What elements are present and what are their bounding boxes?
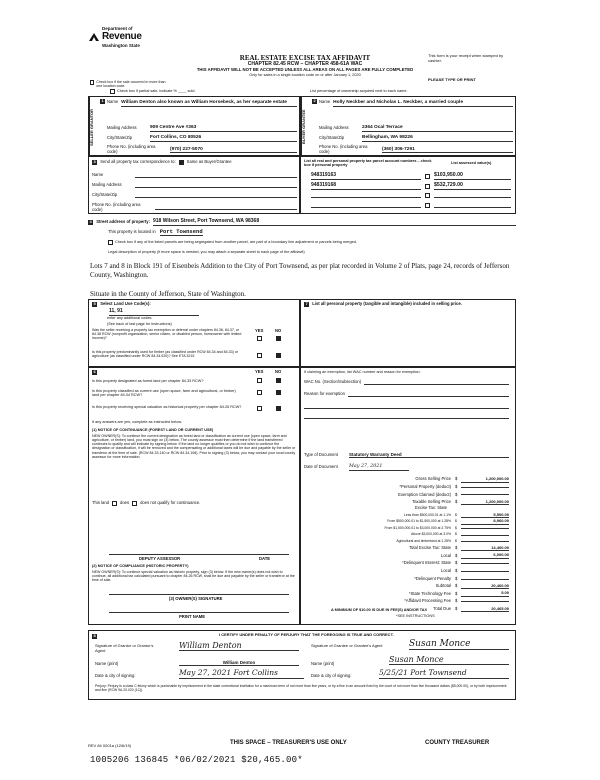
tax-row [304, 476, 509, 484]
grantor-signature[interactable]: William Denton [179, 641, 299, 651]
section-7 [300, 299, 516, 367]
seller-side-label: SELLER GRANTOR [89, 97, 98, 157]
any-yes-note: If any answers are yes, complete as instructed below. [92, 420, 182, 424]
reason-line-3[interactable] [304, 418, 509, 419]
section-6 [88, 367, 300, 625]
tax-row-label: Subtotal [435, 583, 451, 589]
s3-name-label: Name [92, 172, 104, 178]
parcel-personal-checkbox[interactable] [425, 193, 430, 198]
print-name-line[interactable] [109, 612, 289, 613]
s3-name-field[interactable] [135, 173, 297, 178]
does-qualify-checkbox[interactable] [112, 501, 117, 506]
form-chapter: CHAPTER 82.45 RCW – CHAPTER 458-61A WAC [247, 61, 363, 68]
partial-sale-checkbox[interactable] [110, 89, 115, 94]
tax-row-label: *Delinquent Interest: State [402, 560, 451, 566]
seller-name-label: Name [107, 99, 119, 104]
parcel-value[interactable]: $532,729.00 [434, 183, 511, 190]
tax-row [304, 491, 509, 499]
multi-location-label: Check box if the sale occurred in more than one location code. [96, 80, 166, 89]
tax-row-label: Local [440, 552, 451, 558]
s3-addr-label: Mailing Address [92, 182, 122, 188]
dollar-sign: $ [455, 512, 457, 517]
seller-phone-label: Phone No. (including area code) [107, 144, 156, 154]
s3-phone-label: Phone No. (including area code) [92, 202, 141, 212]
tax-row-value[interactable]: 5,500.00 [461, 513, 509, 519]
see-back-note: (See back of last page for instructions) [107, 322, 172, 326]
tax-row-value[interactable]: 14,460.00 [461, 546, 509, 552]
parcel-personal-checkbox[interactable] [425, 184, 430, 189]
dollar-sign: $ [455, 499, 458, 505]
parcels-header: List all real and personal property tax parcel account numbers – check box if personal property [304, 159, 432, 168]
segregated-checkbox[interactable] [108, 240, 113, 245]
no-header: NO [275, 328, 282, 333]
wac-field[interactable] [364, 380, 509, 385]
multi-location-checkbox[interactable] [90, 80, 94, 85]
q5-2: Is this property predominantly used for timber (as classified under RCW 84.34 and 84.33) or agriculture (as classified under RCW 84.34.020)? See ETA 3215 [92, 350, 239, 359]
logo-state: Washington State [102, 42, 140, 48]
tax-row-value[interactable]: 1,200,000.00 [461, 477, 509, 483]
q6-1: Is this property designated as forest land per chapter 84.33 RCW? [92, 379, 204, 383]
dollar-sign: $ [455, 532, 457, 537]
reason-field[interactable] [348, 392, 509, 397]
seller-address-label: Mailing Address [107, 124, 137, 130]
owner-signature-line[interactable] [109, 594, 289, 595]
logo-revenue: Revenue [102, 31, 142, 43]
tax-row-label: Agricultural and timberland at 1.28% [396, 538, 451, 543]
section-3 [88, 156, 300, 214]
buyer-section [300, 96, 516, 156]
dollar-sign: $ [455, 552, 458, 558]
doc-date-label: Date of Document [304, 463, 338, 469]
tax-row [304, 575, 509, 583]
section-5-num: 5 [93, 301, 96, 307]
additional-codes-label: enter any additional codes: [107, 316, 153, 320]
parcel-personal-checkbox[interactable] [425, 174, 430, 179]
form-title: REAL ESTATE EXCISE TAX AFFIDAVIT [239, 54, 371, 62]
yes-header: YES [255, 328, 264, 333]
section-4-num: 4 [89, 219, 92, 225]
assessed-header: List assessed value(s) [451, 161, 492, 165]
dollar-sign: $ [455, 575, 458, 581]
land-use-code[interactable]: 11, 91 [109, 309, 199, 316]
buyer-address-label: Mailing Address [319, 124, 349, 130]
section-3-num: 3 [93, 159, 96, 165]
section-3-label: Send all property tax correspondence to: [100, 159, 176, 165]
tax-row-value[interactable] [461, 487, 509, 488]
q6-3-no-checkbox[interactable] [276, 406, 281, 411]
s3-city-label: City/State/Zip [92, 192, 118, 198]
dollar-sign: $ [455, 583, 458, 589]
tax-row [304, 560, 509, 568]
tax-row [304, 499, 509, 507]
buyer-name[interactable]: Holly Neckber and Nicholas L. Neckber, a married couple [333, 100, 513, 107]
located-label: This property is located in [108, 229, 156, 235]
s3-addr-field[interactable] [135, 183, 297, 188]
grantor-date-city[interactable]: May 27, 2021 Fort Collins [179, 669, 304, 679]
dollar-sign: $ [455, 598, 458, 604]
q5-2-no-checkbox[interactable] [276, 353, 281, 358]
q6-3-yes-checkbox[interactable] [257, 406, 262, 411]
tax-row-value[interactable] [461, 571, 509, 572]
print-name-label: PRINT NAME [179, 614, 206, 619]
buyer-address[interactable]: 2364 Ocal Terrace [362, 125, 513, 132]
dollar-sign: $ [455, 519, 457, 524]
dollar-sign: $ [455, 491, 458, 497]
dollar-sign: $ [455, 476, 458, 482]
continuance-title: (1) NOTICE OF CONTINUANCE (FOREST LAND OR CURRENT USE) [92, 428, 214, 432]
street-address[interactable]: 918 Wilson Street, Port Townsend, WA 98368 [153, 219, 516, 226]
buyer-name-label: Name [319, 99, 331, 104]
form-sub: Only for sales in a single location code on or after January 1, 2020 [249, 72, 361, 77]
tax-row [304, 552, 509, 560]
seller-address[interactable]: 909 Centre Ave #363 [150, 125, 297, 132]
q6-1-yes-checkbox[interactable] [257, 378, 262, 383]
grantor-name-label: Name (print) [95, 661, 119, 666]
s3-city-field[interactable] [135, 193, 297, 198]
no-header: NO [275, 369, 282, 374]
tax-row-value[interactable] [461, 601, 509, 602]
tax-row-value[interactable]: 20,465.00 [461, 607, 509, 613]
exemption-claim: If claiming an exemption, list WAC number and reason for exemption: [304, 370, 421, 374]
tax-row-label: Total Due [433, 606, 451, 611]
list-pct-note: List percentage of ownership acquired next to each name. [310, 89, 408, 93]
tax-row-label: Total Excise Tax: State [408, 545, 451, 551]
legal-situate[interactable]: Situate in the County of Jefferson, State of Washington. [90, 290, 246, 298]
seller-section [88, 96, 300, 156]
perjury-note: Perjury: Perjury is a class C felony which is punishable by imprisonment in the state correctional institution for a maximum term of not more than five years, or by a fine in an amount fixed by the court of not more than five thousand dollars ($5,000.00), or by both imprisonment and fine (RCW 9A.20.020 (1C)). [95, 684, 507, 692]
parcel-number[interactable] [311, 193, 421, 198]
tax-section [300, 367, 516, 625]
does-label: does [120, 500, 130, 506]
treasurer-space: THIS SPACE – TREASURER'S USE ONLY [230, 740, 347, 746]
tax-row [304, 484, 509, 492]
same-as-buyer-label: Same as Buyer/Grantee [186, 159, 232, 165]
personal-property-label: List all personal property (tangible and intangible) included in selling price. [312, 301, 462, 306]
buyer-city[interactable]: Bellingham, WA 98226 [362, 135, 513, 142]
deputy-date-label: DATE [259, 556, 271, 561]
type-print-note: PLEASE TYPE OR PRINT [428, 77, 476, 82]
owner-signature-label: (3) OWNER(S) SIGNATURE [169, 596, 223, 601]
parcels-section [300, 156, 516, 214]
street-label: Street address of property: [96, 218, 150, 224]
buyer-city-label: City/State/Zip [319, 134, 345, 140]
parcel-number[interactable] [311, 203, 421, 208]
tax-row-value[interactable] [461, 541, 509, 542]
revenue-logo [88, 26, 150, 52]
parcel-value[interactable] [434, 203, 511, 208]
q6-2: Is this property classified as current use (open space, farm and agricultural, or timber) land per chapter 84.34 RCW? [92, 389, 236, 398]
tax-row-value[interactable]: 20,460.00 [461, 584, 509, 590]
located-value[interactable]: Port Townsend [159, 228, 203, 235]
doc-type-value[interactable]: Statutory Warranty Deed [349, 452, 509, 458]
parcel-value[interactable] [434, 193, 511, 198]
reason-label: Reason for exemption [304, 391, 345, 397]
grantor-name[interactable]: William Denton [179, 660, 299, 666]
seller-city-label: City/State/Zip [107, 134, 133, 140]
tax-row-label: *Delinquent Penalty [414, 575, 451, 581]
tax-row-value[interactable]: 8,960.00 [461, 519, 509, 525]
tax-row-value[interactable]: 1,200,000.00 [461, 500, 509, 506]
rev-number: REV 84 0001a (12/6/19) [88, 743, 132, 748]
tax-row-value[interactable] [461, 579, 509, 580]
excise-state-heading: Excise Tax: State [414, 505, 447, 511]
tax-rows [304, 476, 509, 613]
q6-2-yes-checkbox[interactable] [257, 390, 262, 395]
tax-row-value[interactable] [461, 563, 509, 564]
q6-1-no-checkbox[interactable] [276, 378, 281, 383]
grantee-date-label: Date & city of signing: [311, 673, 352, 678]
logo-dept: Department of [102, 26, 133, 31]
tax-row-label: Above $3,000,000 at 3.0% [411, 532, 451, 537]
tax-row [304, 545, 509, 553]
dollar-sign: $ [455, 606, 458, 611]
buyer-phone[interactable]: (360) 306-7291 [382, 147, 513, 154]
tax-row-label: *Personal Property (deduct) [399, 483, 451, 489]
yes-header: YES [255, 369, 264, 374]
buyer-num: 2 [313, 98, 316, 103]
deputy-signature-line[interactable] [109, 554, 289, 555]
grantor-sig-label: Signature of Grantor or Grantor's Agent [95, 643, 154, 653]
q6-3: Is this property receiving special valuation as historical property per chapter 84.26 RCW? [92, 405, 242, 409]
doc-date-value[interactable]: May 27, 2021 [349, 464, 409, 471]
parcel-value[interactable]: $103,950.00 [434, 173, 511, 180]
seller-name[interactable]: William Denton also known as William Horsebeck, as her separate estate [121, 100, 297, 107]
county-treasurer: COUNTY TREASURER [425, 740, 490, 746]
tax-row-value[interactable] [461, 528, 509, 529]
does-not-qualify-checkbox[interactable] [132, 501, 137, 506]
same-as-buyer-checkbox[interactable] [179, 160, 184, 165]
q5-1: Was the seller receiving a property tax exemption or deferral under chapters 84.36, 84.37, or 84.38 RCW (nonprofit organization, senior citizen, or disabled person, homeowner with limited income)? [92, 328, 242, 341]
tax-row-value[interactable]: 6,000.00 [461, 553, 509, 559]
q5-2-yes-checkbox[interactable] [257, 353, 262, 358]
s3-phone-field[interactable] [155, 205, 297, 210]
buyer-side-label: BUYER GRANTEE [301, 97, 310, 157]
section-7-num: 7 [305, 301, 308, 306]
continuance-body: NEW OWNER(S): To continue the current designation as forest land or classification as current use (open space, farm and agriculture, or timber) land, you must sign on (3) below. The county assessor must then determine if the land transferred continues to qualify and will indicate by signing below. If the land no longer qualifies or you do not wish to continue the designation or classification, it will be removed and the compensating or additional taxes will be due and payable by the seller or transferor at the time of sale. (RCW 84.33.140 or RCW 84.34.108). Prior to signing (3) below, you may contact your local county assessor for more information. [92, 434, 296, 459]
tax-row [304, 590, 509, 598]
section-5 [88, 299, 300, 367]
grantee-name-label: Name (print) [311, 661, 335, 666]
this-land-label: This land [92, 500, 109, 506]
historic-body: NEW OWNER(S): To continue special valuation as historic property, sign (3) below. If the new owner(s) does not wish to continue, all additional tax calculated pursuant to chapter 84.26 RCW, shall be due and payable by the seller or transferor at the time of sale. [92, 570, 295, 583]
grantee-signature[interactable]: Susan Monce [409, 639, 509, 650]
segregated-label: Check box if any of the listed parcels are being segregated from another parcel, are part of a boundary line adjustment or parcels being merged. [115, 240, 357, 245]
parcel-number[interactable]: 948319168 [311, 183, 421, 190]
q5-1-no-checkbox[interactable] [276, 336, 281, 341]
tax-row-label: Exemption Claimed (deduct) [398, 491, 451, 497]
minimum-note: A MINIMUM OF $10.00 IS DUE IN FEE(S) AND/OR TAX [331, 608, 428, 612]
dollar-sign: $ [455, 483, 458, 489]
tax-row-value[interactable]: 5.00 [461, 591, 509, 597]
land-use-label: Select Land Use Code(s): [100, 301, 151, 306]
does-not-label: does not qualify for continuance. [140, 500, 201, 506]
logo-mark-icon [88, 32, 100, 42]
q5-1-yes-checkbox[interactable] [257, 336, 262, 341]
grantee-name[interactable]: Susan Monce [389, 655, 509, 665]
parcel-personal-checkbox[interactable] [425, 203, 430, 208]
tax-row-value[interactable] [461, 535, 509, 536]
tax-row [304, 598, 509, 606]
tax-row-label: Local [440, 568, 451, 574]
seller-num: 1 [101, 98, 104, 103]
tax-row-label: Gross Selling Price [415, 476, 451, 482]
dollar-sign: $ [455, 525, 457, 530]
treasurer-stamp: 1005206 136845 *06/02/2021 $20,465.00* [90, 755, 303, 765]
grantor-date-label: Date & city of signing: [95, 673, 136, 678]
partial-sale-label: Check box if partial sale, indicate % ____ sold. [117, 89, 196, 94]
q6-2-no-checkbox[interactable] [276, 390, 281, 395]
seller-city[interactable]: Fort Collins, CO 80526 [150, 135, 297, 142]
grantee-date-city[interactable]: 5/25/21 Port Townsend [379, 669, 509, 679]
tax-row-label: *Affidavit Processing Fee [404, 598, 451, 604]
tax-row-label: Less than $500,000.01 at 1.1% [404, 512, 451, 517]
section-8-num: 8 [93, 633, 96, 638]
see-instructions: *SEE INSTRUCTIONS [396, 614, 435, 618]
legal-description[interactable]: Lots 7 and 8 in Block 191 of Eisenbeis Addition to the City of Port Townsend, as per plat recorded in Volume 2 of Plats, page 24, records of Jefferson County, Washington. [90, 262, 510, 280]
doc-type-label: Type of Document [304, 451, 338, 457]
legal-label: Legal description of property (if more space is needed, you may attach a separate sheet to each page of the affidavit) [108, 250, 305, 254]
buyer-phone-label: Phone No. (including area code) [319, 144, 368, 154]
dollar-sign: $ [455, 545, 458, 551]
dollar-sign: $ [455, 568, 458, 574]
dollar-sign: $ [455, 538, 457, 543]
tax-row-label: From $1,500,000.01 to $3,000,000 at 2.75% [384, 525, 451, 530]
dollar-sign: $ [455, 560, 458, 566]
reason-line-2[interactable] [304, 408, 509, 409]
receipt-note: This form is your receipt when stamped by cashier. [428, 53, 504, 63]
section-8 [88, 630, 516, 700]
tax-row-value[interactable] [461, 494, 509, 495]
tax-row [304, 583, 509, 591]
form-notice: THIS AFFIDAVIT WILL NOT BE ACCEPTED UNLESS ALL AREAS ON ALL PAGES ARE FULLY COMPLETED [196, 66, 414, 72]
seller-phone[interactable]: (970) 227-5070 [170, 147, 297, 154]
section-6-num: 6 [93, 369, 96, 374]
historic-title: (2) NOTICE OF COMPLIANCE (HISTORIC PROPERTY) [92, 564, 189, 568]
tax-row-label: Taxable Selling Price [412, 499, 451, 505]
parcel-number[interactable]: 948319163 [311, 173, 421, 180]
grantee-sig-label: Signature of Grantee or Grantee's Agent [311, 643, 383, 648]
tax-row-label: *State Technology Fee [408, 590, 451, 596]
dollar-sign: $ [455, 590, 458, 596]
tax-row [304, 568, 509, 576]
certify-statement: I CERTIFY UNDER PENALTY OF PERJURY THAT THE FOREGOING IS TRUE AND CORRECT. [219, 632, 394, 637]
tax-row-label: From $500,000.01 to $1,500,000 at 1.28% [387, 519, 451, 524]
wac-label: WAC No. (Section/Subsection) [304, 379, 362, 385]
deputy-assessor-label: DEPUTY ASSESSOR [139, 556, 181, 561]
